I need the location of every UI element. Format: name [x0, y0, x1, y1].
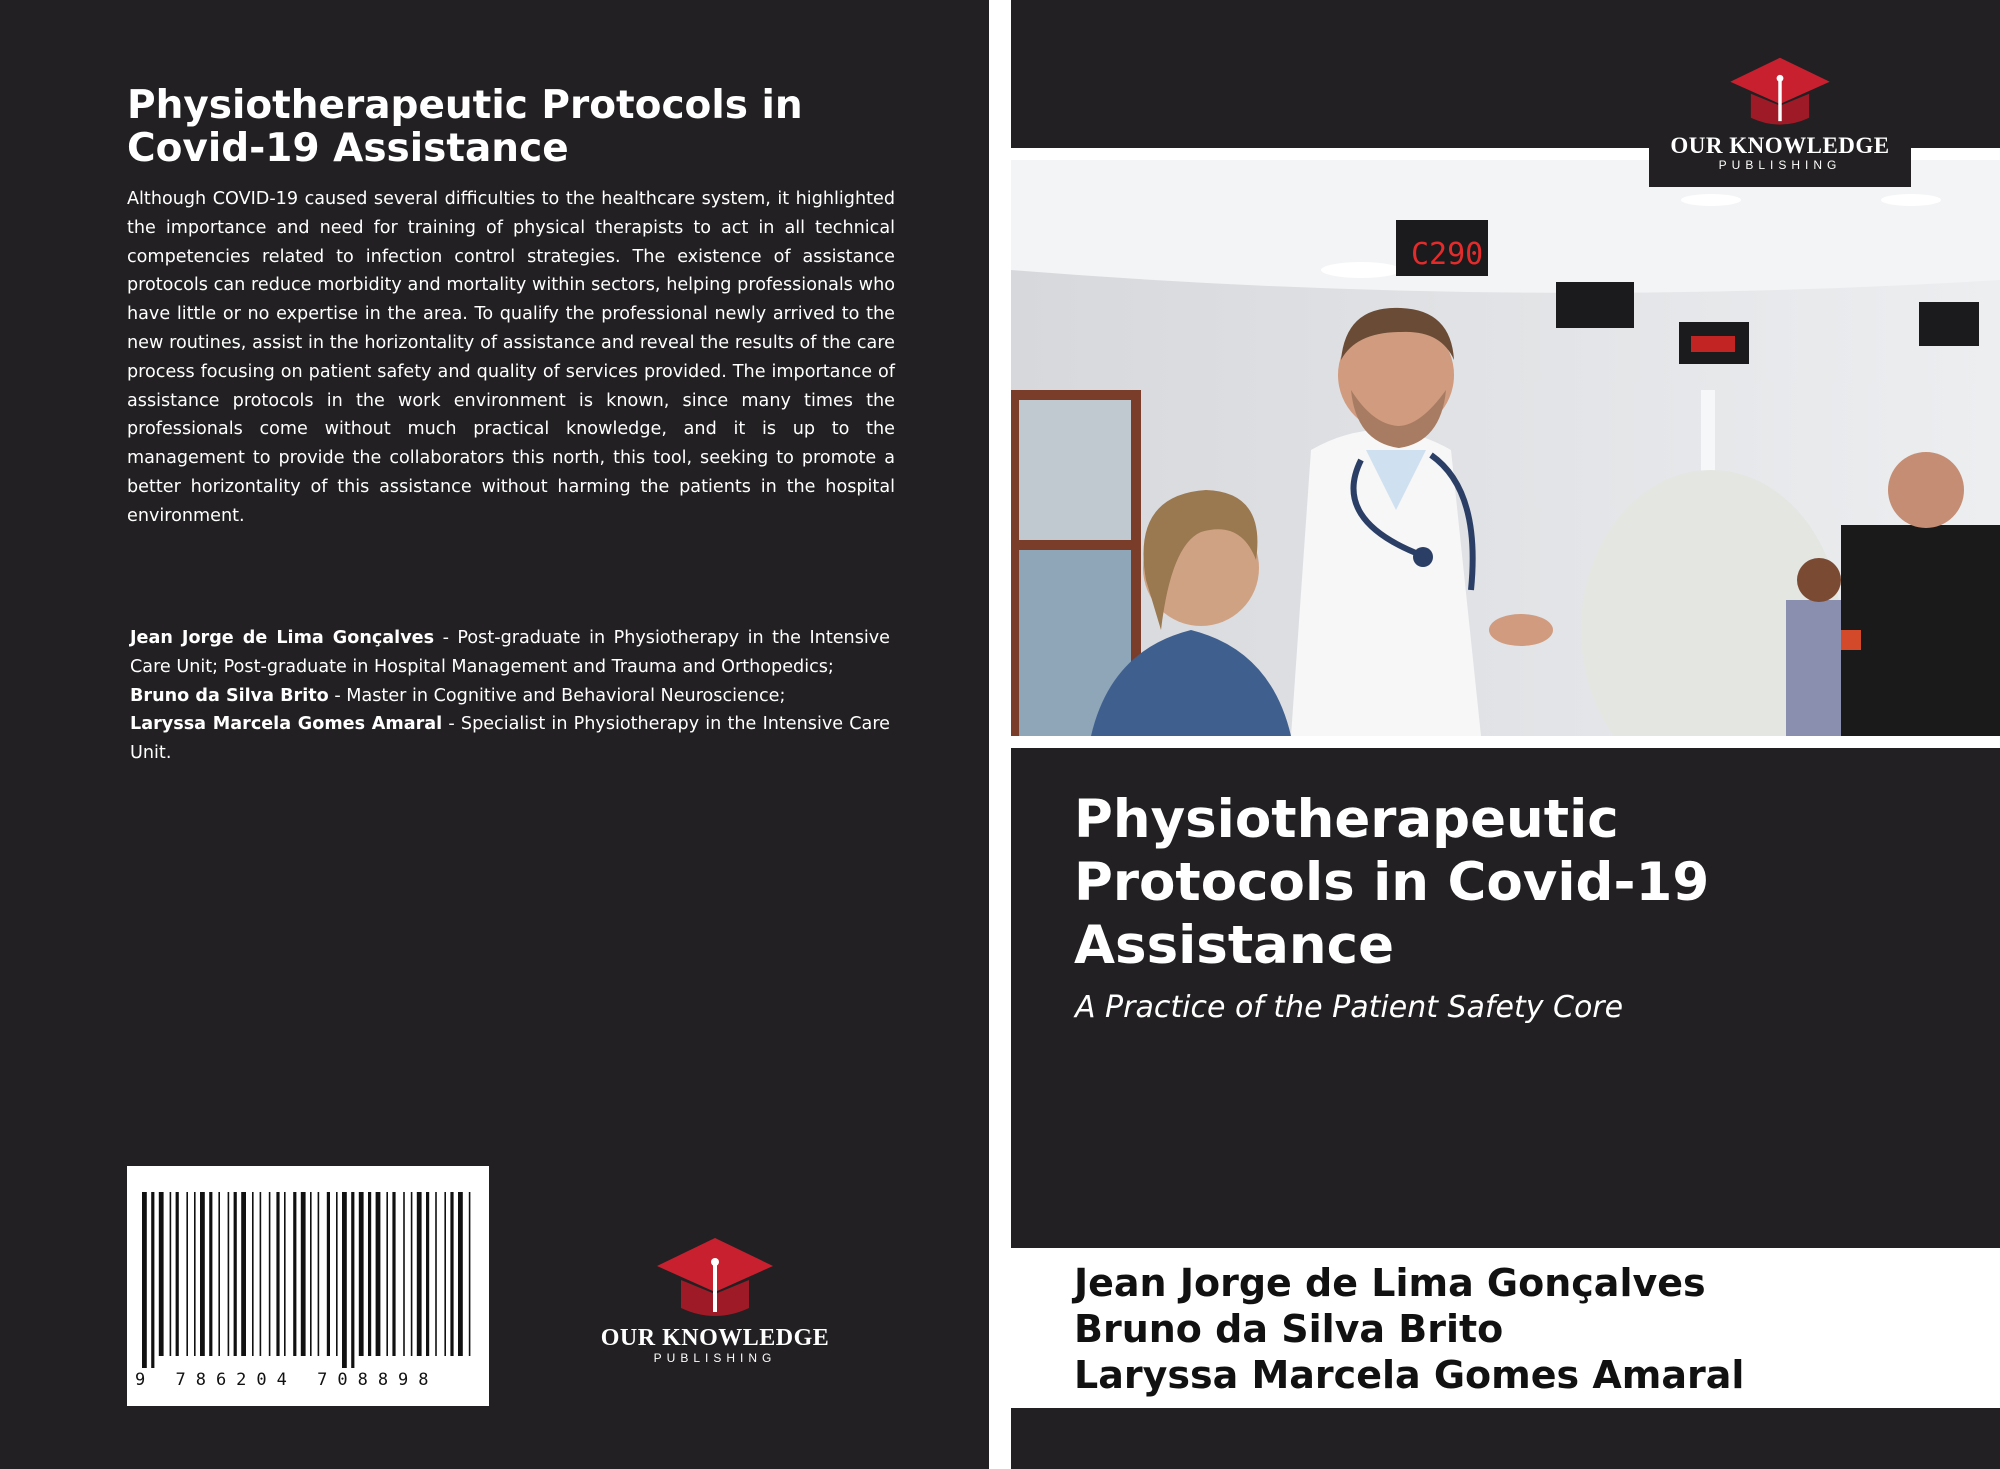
graduation-cap-icon: [1725, 56, 1835, 128]
book-blurb: Although COVID-19 caused several difficulties to the healthcare system, it highlighted the importance and need for training of physical therapists to act in all technical competencies related to infection control strategies. The existence of assistance protocols can reduce morbidity and mortality within sectors, helping professionals who have little or no expertise in the area. To qualify the professional newly arrived to the new routines, assist in the horizontality of assistance and reveal the results of the care process focusing on patient safety and quality of services provided. The importance of assistance protocols in the work environment is known, since many times the professionals come without much practical knowledge, and it is up to the management to provide the collaborators this north, this tool, seeking to promote a better horizontality of this assistance without harming the patients in the hospital environment.: [127, 189, 895, 526]
publisher-name-back: OUR KNOWLEDGE: [600, 1325, 830, 1351]
queue-display-text: C290: [1411, 237, 1484, 272]
publisher-logo-back: [590, 1236, 840, 1366]
publisher-logo-box: [1649, 0, 1911, 187]
bio-name-1: Jean Jorge de Lima Gonçalves: [130, 628, 435, 648]
front-title-line-3: Assistance: [1074, 915, 1395, 976]
barcode-icon: [142, 1192, 474, 1368]
publisher-name-front: OUR KNOWLEDGE: [1670, 133, 1890, 158]
back-title-line-2: Covid-19 Assistance: [127, 126, 569, 171]
bio-text-3: - Specialist in Physiotherapy in the Intensive Care Unit.: [130, 714, 890, 764]
author-name-1: Jean Jorge de Lima Gonçalves: [1074, 1261, 1706, 1305]
authors-list: [1074, 1260, 1744, 1398]
cover-photo: [1011, 160, 2000, 736]
graduation-cap-icon: [653, 1236, 777, 1320]
front-cover-title: [1074, 788, 1954, 977]
author-bios: [130, 624, 890, 768]
back-title-line-1: Physiotherapeutic Protocols in: [127, 83, 803, 128]
doctor-patient-photo: [1011, 160, 2000, 736]
authors-band: [1011, 1248, 2000, 1408]
author-name-3: Laryssa Marcela Gomes Amaral: [1074, 1353, 1745, 1397]
front-title-line-1: Physiotherapeutic: [1074, 789, 1619, 850]
front-cover-subtitle: A Practice of the Patient Safety Core: [1075, 990, 1624, 1025]
front-title-line-2: Protocols in Covid-19: [1074, 852, 1710, 913]
bio-text-1: - Post-graduate in Physiotherapy in the Intensive Care Unit; Post-graduate in Hospital Management and Trauma and Orthopedics;: [130, 628, 890, 677]
author-name-2: Bruno da Silva Brito: [1074, 1307, 1504, 1351]
publisher-logo-front: [1649, 56, 1911, 172]
publisher-sub-front: PUBLISHING: [1718, 158, 1842, 172]
bio-name-3: Laryssa Marcela Gomes Amaral: [130, 714, 443, 735]
isbn-barcode: [127, 1166, 489, 1406]
bio-name-2: Bruno da Silva Brito: [130, 685, 329, 706]
back-cover-title: [127, 84, 907, 170]
bio-text-2: - Master in Cognitive and Behavioral Neuroscience;: [328, 685, 786, 706]
back-cover: [0, 0, 989, 1469]
front-cover-bottom-band: [1011, 1408, 2000, 1469]
publisher-sub-back: PUBLISHING: [653, 1351, 777, 1365]
isbn-digits: 9 786204 708898: [135, 1370, 439, 1390]
front-cover-title-area: [1011, 748, 2000, 1248]
